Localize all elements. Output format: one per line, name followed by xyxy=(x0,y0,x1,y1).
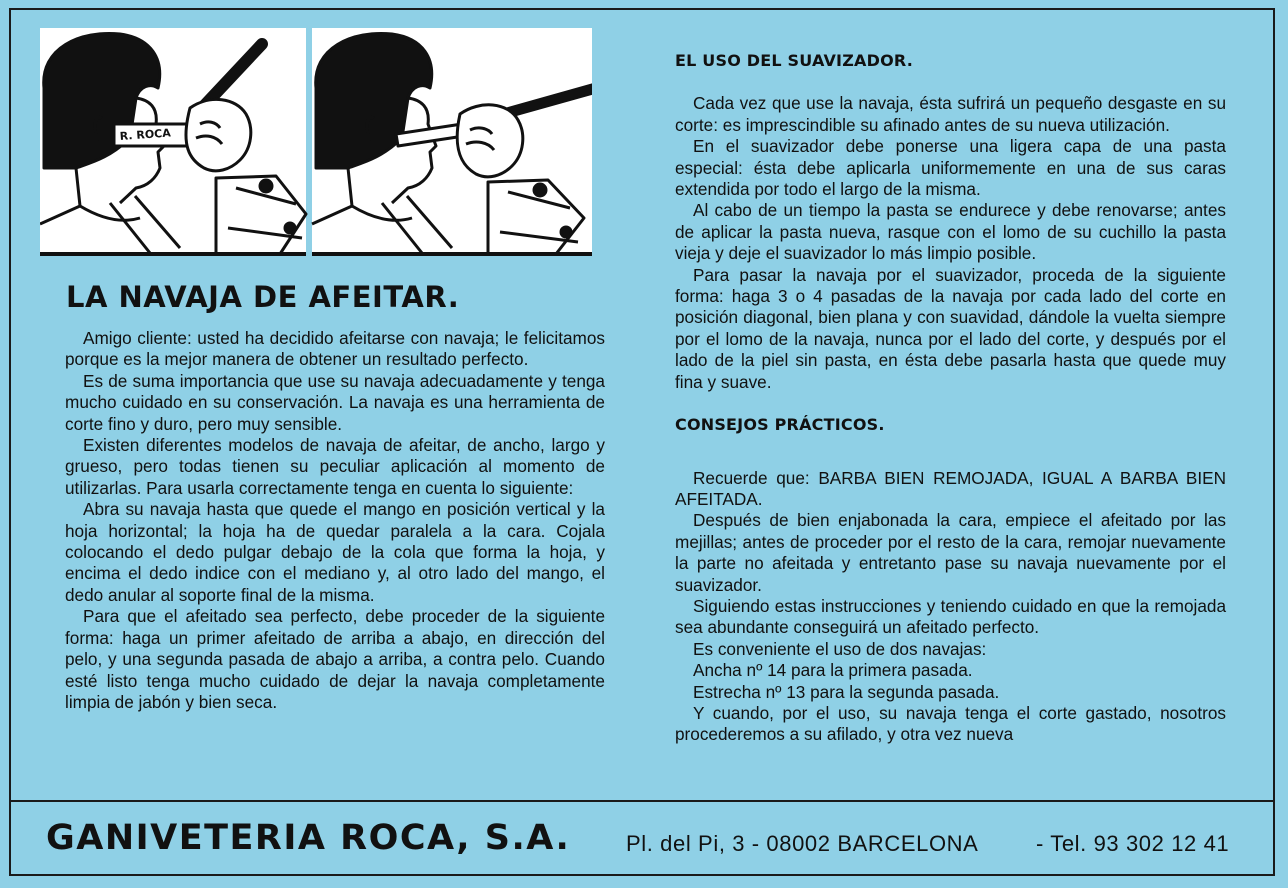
models-paragraph: Existen diferentes modelos de navaja de afeitar, de ancho, largo y grueso, pero todas tienen su peculiar aplicación al momento de utilizarlas. Para usarla correctamente tenga en cuenta lo siguiente: xyxy=(65,435,605,498)
company-name: GANIVETERIA ROCA, S.A. xyxy=(46,818,571,858)
consejos-paragraph: Estrecha nº 13 para la segunda pasada. xyxy=(693,681,1000,702)
page-title: LA NAVAJA DE AFEITAR. xyxy=(66,280,460,314)
consejos-paragraph: Es conveniente el uso de dos navajas: xyxy=(693,638,987,659)
suavizador-paragraph: Cada vez que use la navaja, ésta sufrirá un pequeño desgaste en su corte: es imprescindible su afinado antes de su nueva utilización. xyxy=(675,93,1226,135)
consejos-paragraph: Recuerde que: BARBA BIEN REMOJADA, IGUAL A BARBA BIEN AFEITADA. xyxy=(675,467,1226,509)
company-phone: - Tel. 93 302 12 41 xyxy=(1036,831,1230,856)
company-address: Pl. del Pi, 3 - 08002 BARCELONA xyxy=(626,831,979,856)
suavizador-paragraph: Al cabo de un tiempo la pasta se endurece y debe renovarse; antes de aplicar la pasta nueva, rasque con el lomo de su cuchillo la pasta vieja y deje el suavizador lo más limpio posible. xyxy=(675,200,1226,264)
right-column xyxy=(675,50,1226,746)
intro-paragraph: Amigo cliente: usted ha decidido afeitarse con navaja; le felicitamos porque es la mejor manera de obtener un resultado perfecto. xyxy=(65,328,605,370)
illustration-panel-left xyxy=(40,28,306,254)
suavizador-paragraph: Para pasar la navaja por el suavizador, proceda de la siguiente forma: haga 3 o 4 pasadas de la navaja por cada lado del corte en posición diagonal, bien plana y con suavidad, dándole la vuelta siempre por el lomo de la navaja, nunca por el lado del corte, y después por el lado de la piel sin pasta, en ésta debe pasarla hasta que quede muy fina y suave. xyxy=(675,264,1226,392)
consejos-paragraph: Siguiendo estas instrucciones y teniendo cuidado en que la remojada sea abundante conseguirá un afeitado perfecto. xyxy=(675,595,1226,638)
section-heading-consejos: CONSEJOS PRÁCTICOS. xyxy=(675,415,885,435)
consejos-paragraph: Después de bien enjabonada la cara, empiece el afeitado por las mejillas; antes de proceder por el resto de la cara, remojar nuevamente la parte no afeitada y entretanto pase su navaja nuevamente por el suavizador. xyxy=(675,510,1226,595)
grip-paragraph: Abra su navaja hasta que quede el mango en posición vertical y la hoja horizontal; la hoja ha de quedar paralela a la cara. Cojala colocando el dedo pulgar debajo de la cola que forma la hoja, y encima el dedo indice con el mediano y, al otro lado del mango, el dedo anular al soporte final de la misma. xyxy=(65,499,605,605)
shaving-illustration xyxy=(40,28,592,260)
suavizador-paragraph: En el suavizador debe ponerse una ligera capa de una pasta especial: ésta debe aplicarla uniformemente en una de sus caras extendida por todo el largo de la misma. xyxy=(675,136,1226,200)
left-column xyxy=(65,328,605,713)
footer-divider xyxy=(9,800,1275,802)
consejos-paragraph: Ancha nº 14 para la primera pasada. xyxy=(693,660,973,681)
illustration-panel-right xyxy=(312,28,592,254)
care-paragraph: Es de suma importancia que use su navaja adecuadamente y tenga mucho cuidado en su conservación. La navaja es una herramienta de corte fino y duro, pero muy sensible. xyxy=(65,370,605,434)
technique-paragraph: Para que el afeitado sea perfecto, debe proceder de la siguiente forma: haga un primer afeitado de arriba a abajo, en dirección del pelo, y una segunda pasada de abajo a arriba, a contra pelo. Cuando esté listo tenga mucho cuidado de dejar la navaja completamente limpia de jabón y bien seca. xyxy=(65,606,605,712)
consejos-paragraph: Y cuando, por el uso, su navaja tenga el corte gastado, nosotros procederemos a su afilado, y otra vez nueva xyxy=(675,702,1226,745)
razor-brand-label: R. ROCA xyxy=(119,126,172,143)
section-heading-suavizador: EL USO DEL SUAVIZADOR. xyxy=(675,51,913,70)
